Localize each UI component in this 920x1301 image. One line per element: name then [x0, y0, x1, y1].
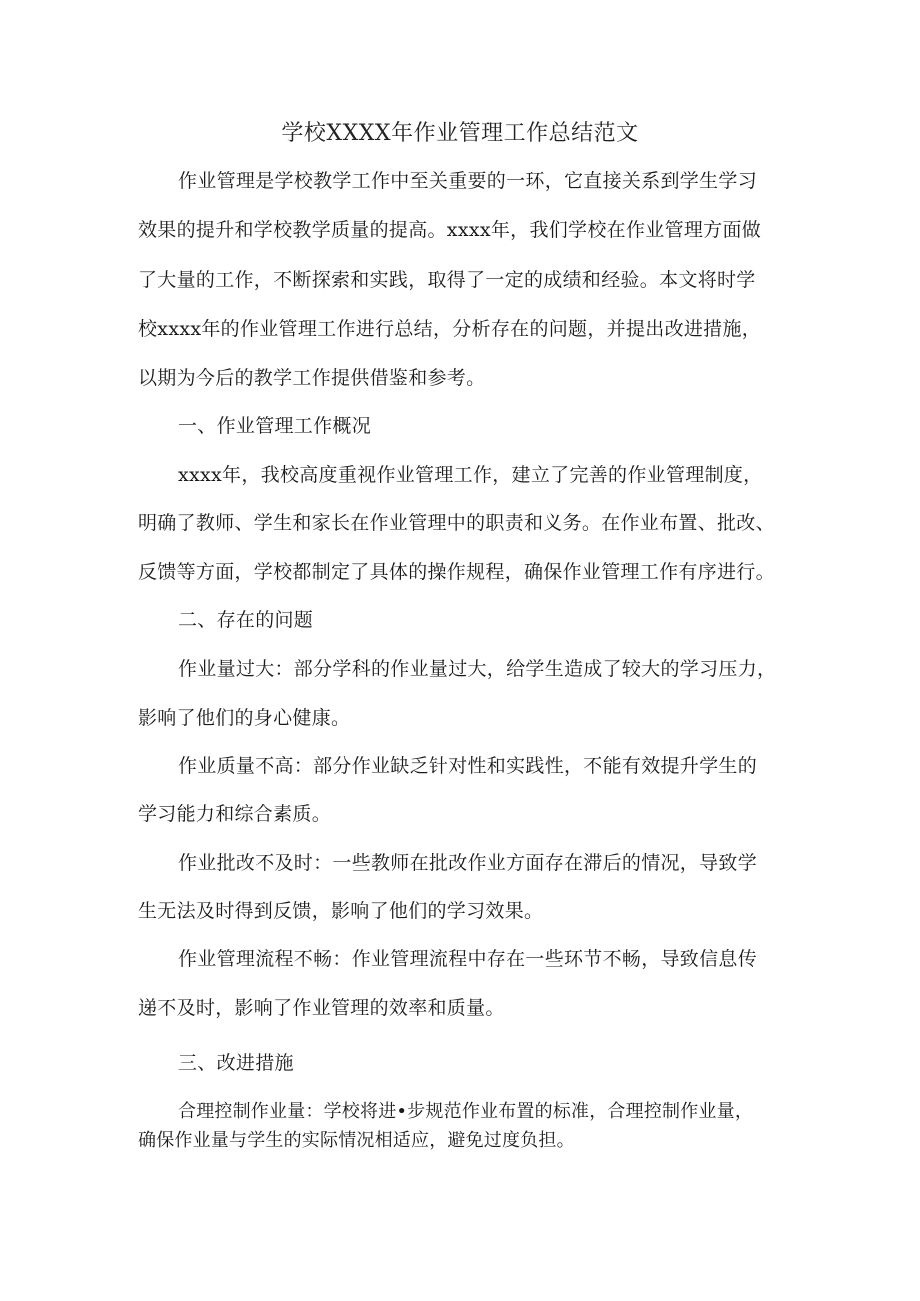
paragraph-line: 合理控制作业量：学校将进•步规范作业布置的标准，合理控制作业量， — [178, 1101, 754, 1122]
paragraph-line: 作业管理是学校教学工作中至关重要的一环，它直接关系到学生学习 — [178, 170, 758, 192]
paragraph-line: 效果的提升和学校教学质量的提高。xxxx年，我们学校在作业管理方面做 — [138, 219, 762, 241]
paragraph-line: 反馈等方面，学校都制定了具体的操作规程，确保作业管理工作有序进行。 — [138, 561, 775, 583]
paragraph-line: 递不及时，影响了作业管理的效率和质量。 — [138, 997, 505, 1019]
section-heading: 三、改进措施 — [178, 1052, 294, 1074]
paragraph-line: 影响了他们的身心健康。 — [138, 707, 351, 729]
paragraph-line: 以期为今后的教学工作提供借鉴和参考。 — [138, 367, 486, 389]
paragraph-line: 作业管理流程不畅：作业管理流程中存在一些环节不畅，导致信息传 — [178, 948, 758, 970]
paragraph-line: 确保作业量与学生的实际情况相适应，避免过度负担。 — [138, 1130, 575, 1151]
paragraph-line: xxxx年，我校高度重视作业管理工作，建立了完善的作业管理制度， — [178, 464, 763, 486]
paragraph-line: 校xxxx年的作业管理工作进行总结，分析存在的问题，并提出改进措施， — [138, 318, 762, 340]
paragraph-line: 生无法及时得到反馈，影响了他们的学习效果。 — [138, 900, 544, 922]
paragraph-line: 作业质量不高：部分作业缺乏针对性和实践性，不能有效提升学生的 — [178, 755, 758, 777]
paragraph-line: 了大量的工作，不断探索和实践，取得了一定的成绩和经验。本文将时学 — [138, 269, 756, 291]
section-heading: 二、存在的问题 — [178, 609, 314, 631]
paragraph-line: 作业量过大：部分学科的作业量过大，给学生造成了较大的学习压力， — [178, 658, 777, 680]
paragraph-line: 明确了教师、学生和家长在作业管理中的职责和义务。在作业布置、批改、 — [138, 512, 775, 534]
document-title: 学校XXXX年作业管理工作总结范文 — [281, 121, 639, 146]
paragraph-line: 作业批改不及时：一些教师在批改作业方面存在滞后的情况，导致学 — [178, 852, 758, 874]
section-heading: 一、作业管理工作概况 — [178, 415, 372, 437]
paragraph-line: 学习能力和综合素质。 — [138, 803, 332, 825]
